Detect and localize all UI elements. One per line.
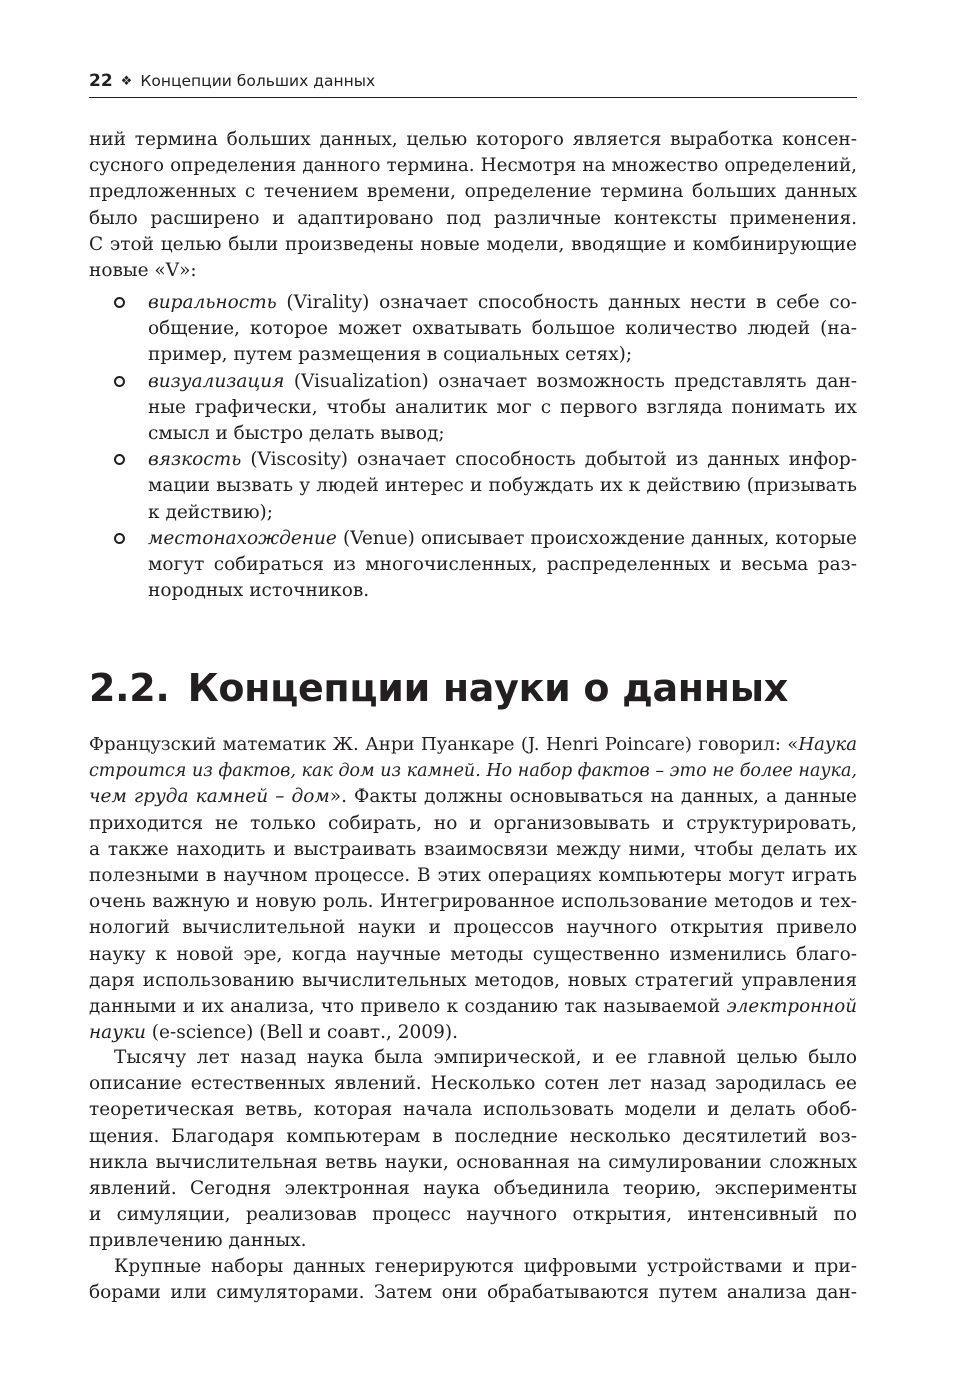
page-number: 22: [89, 71, 113, 91]
quote-italic: строится из фактов, как дом из камней. Но набор фактов – это не более наука,: [89, 761, 857, 782]
text-line: (Viscosity) означает способность добытой из данных инфор-: [241, 449, 857, 471]
text-line: (e-science) (Bell и соавт., 2009).: [145, 1022, 458, 1044]
quote-italic: Наука: [798, 734, 857, 755]
text-line: общение, которое может охватывать большое количество людей (на-: [148, 318, 857, 340]
text-line: описание естественных явлений. Несколько сотен лет назад зародилась ее: [89, 1073, 857, 1095]
list-item: [89, 526, 857, 605]
term-venue: местонахождение: [148, 527, 337, 549]
paragraph-history: [89, 1045, 857, 1255]
text-line: никла вычислительная ветвь науки, основанная на симулировании сложных: [89, 1151, 857, 1173]
text-line: новые «V»:: [89, 260, 197, 282]
text-line: щения. Благодаря компьютерам в последние несколько десятилетий воз-: [89, 1125, 857, 1147]
list-item: [89, 369, 857, 448]
text-line: смысл и быстро делать вывод;: [148, 423, 445, 445]
section-title: Концепции науки о данных: [187, 666, 788, 710]
text-line: сусного определения данного термина. Несмотря на множество определений,: [89, 155, 857, 177]
text-line: явлений. Сегодня электронная наука объединила теорию, эксперименты: [89, 1178, 857, 1200]
text-line: науку к новой эре, когда научные методы существенно изменились благо-: [89, 943, 857, 965]
circle-bullet-icon: [114, 297, 125, 308]
circle-bullet-icon: [114, 454, 125, 465]
term-viscosity: вязкость: [148, 449, 242, 471]
text-line: предложенных с течением времени, определение термина больших данных: [89, 181, 857, 203]
paragraph-poincare: [89, 732, 857, 1046]
text-line: ». Факты должны основываться на данных, а данные: [329, 786, 857, 808]
quote-italic: чем груда камней – дом: [89, 786, 330, 808]
circle-bullet-icon: [114, 533, 125, 544]
text-line: Французский математик Ж. Анри Пуанкаре (J. Henri Poincare) говорил: «: [89, 734, 799, 755]
text-line: полезными в научном процессе. В этих операциях компьютеры могут играть: [89, 865, 857, 887]
text-line: мации вызвать у людей интерес и побуждать их к действию (призывать: [148, 475, 857, 497]
text-line: (Visualization) означает возможность представлять дан-: [284, 370, 857, 392]
intro-paragraph: [89, 127, 857, 284]
text-line: пример, путем размещения в социальных сетях);: [148, 344, 633, 366]
text-line: к действию);: [148, 501, 274, 523]
text-line: ний термина больших данных, целью которого является выработка консен-: [89, 129, 857, 150]
text-line: ные графически, чтобы аналитик мог с первого взгляда понимать их: [148, 396, 857, 418]
text-line: даря использованию вычислительных методов, новых стратегий управления: [89, 969, 857, 991]
text-line: (Virality) означает способность данных нести в себе со-: [276, 292, 857, 313]
text-line: было расширено и адаптировано под различные контексты применения.: [89, 207, 857, 229]
running-title: Концепции больших данных: [140, 72, 376, 90]
term-visualization: визуализация: [148, 370, 285, 392]
text-line: С этой целью были произведены новые модели, вводящие и комбинирующие: [89, 233, 857, 255]
text-line: теоретическая ветвь, которая начала использовать модели и делать обоб-: [89, 1099, 857, 1121]
term-e-science: электронной: [726, 996, 857, 1018]
text-line: нологий вычислительной науки и процессов научного открытия привело: [89, 917, 857, 939]
text-line: Крупные наборы данных генерируются цифровыми устройствами и при-: [114, 1256, 857, 1277]
term-e-science: науки: [89, 1022, 146, 1044]
v-list: [89, 290, 857, 604]
text-line: Тысячу лет назад наука была эмпирической, и ее главной целью было: [114, 1047, 857, 1068]
text-line: и симуляции, реализовав процесс научного открытия, интенсивный по: [89, 1204, 857, 1226]
list-item: [89, 447, 857, 526]
list-item: [89, 290, 857, 369]
ornament-icon: ❖: [120, 74, 133, 89]
text-line: (Venue) описывает происхождение данных, которые: [336, 527, 857, 549]
text-line: данными и их анализа, что привело к созданию так называемой: [89, 996, 727, 1018]
running-header: [89, 70, 857, 98]
text-line: борами или симуляторами. Затем они обрабатываются путем анализа дан-: [89, 1282, 857, 1304]
circle-bullet-icon: [114, 376, 125, 387]
text-line: нородных источников.: [148, 580, 370, 602]
term-virality: виральность: [148, 292, 277, 313]
text-line: могут собираться из многочисленных, распределенных и весьма раз-: [148, 554, 857, 576]
text-line: приходится не только собирать, но и организовывать и структурировать,: [89, 812, 857, 834]
text-line: а также находить и выстраивать взаимосвязи между ними, чтобы делать их: [89, 838, 857, 860]
text-line: очень важную и новую роль. Интегрированное использование методов и тех-: [89, 891, 857, 913]
paragraph-datasets: [89, 1254, 857, 1306]
section-number: 2.2.: [89, 666, 170, 710]
section-heading: [89, 663, 857, 713]
text-line: привлечению данных.: [89, 1230, 307, 1252]
